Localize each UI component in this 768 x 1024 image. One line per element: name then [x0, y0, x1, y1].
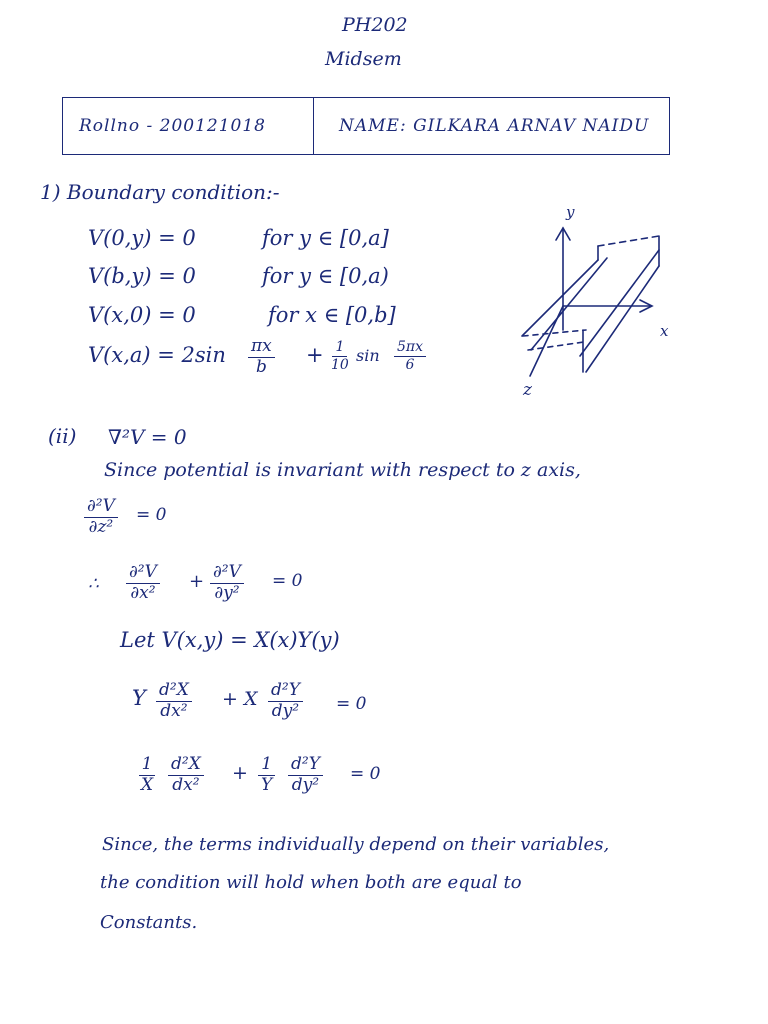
- eq4-d2x-den: dx²: [172, 774, 200, 795]
- condition-2-rhs: for y ∈ [0,a): [262, 264, 389, 288]
- d2v-dz2-den: ∂z²: [88, 516, 114, 537]
- condition-4-sin: sin: [356, 346, 380, 365]
- condition-4-lhs: V(x,a) = 2sin: [88, 343, 226, 367]
- laplace-sum-rhs: = 0: [272, 571, 303, 591]
- eq4-d2y-dy2: [288, 756, 323, 795]
- part-ii-label: (ii): [48, 424, 77, 448]
- d2v-dz2: [84, 498, 118, 537]
- condition-4-frac-num: πx: [248, 338, 275, 358]
- d2v-dy2-den: ∂y²: [214, 582, 240, 603]
- slab-right-rail-2: [586, 266, 659, 372]
- d2v-dy2: [210, 564, 244, 603]
- eq3-d2x-den: dx²: [160, 700, 188, 721]
- student-name: NAME: GILKARA ARNAV NAIDU: [339, 116, 650, 136]
- slab-front-top: [523, 330, 586, 336]
- d2v-dz2-num: ∂²V: [84, 498, 118, 518]
- condition-1-rhs: for y ∈ [0,a]: [262, 226, 389, 250]
- eq3-d2y-num: d²Y: [268, 682, 303, 702]
- d2v-dx2-num: ∂²V: [126, 564, 160, 584]
- eq3-y: Y: [132, 686, 146, 710]
- boundary-heading: 1) Boundary condition:-: [40, 180, 280, 204]
- d2v-dz2-rhs: = 0: [136, 505, 167, 525]
- therefore-symbol: ∴: [88, 574, 99, 594]
- eq4-d2x-dx2: [168, 756, 204, 795]
- conclusion-line-1: Since, the terms individually depend on their variables,: [102, 834, 610, 855]
- eq3-d2y-den: dy²: [271, 700, 300, 721]
- eq3-rhs: = 0: [336, 694, 367, 714]
- axis-y-label: y: [566, 203, 575, 221]
- eq4-rhs: = 0: [350, 764, 381, 784]
- condition-4-coef-den: 10: [331, 356, 349, 373]
- axis-x-label: x: [660, 322, 669, 340]
- conclusion-line-3: Constants.: [100, 912, 198, 933]
- eq3-d2x-dx2: [156, 682, 192, 721]
- eq4-plus: +: [232, 762, 248, 784]
- condition-4-coef-num: 1: [332, 340, 347, 357]
- condition-4-plus: +: [306, 343, 324, 367]
- condition-2-lhs: V(b,y) = 0: [88, 264, 196, 288]
- separation-ansatz: Let V(x,y) = X(x)Y(y): [120, 628, 340, 652]
- d2v-dx2-den: ∂x²: [130, 582, 156, 603]
- eq3-d2y-dy2: [268, 682, 303, 721]
- condition-3-rhs: for x ∈ [0,b]: [268, 303, 396, 327]
- conclusion-line-2: the condition will hold when both are equal to: [100, 872, 522, 893]
- eq4-coef-y: [258, 756, 275, 795]
- exam-title: Midsem: [325, 48, 402, 70]
- eq4-coef-x: [138, 756, 156, 795]
- eq4-coef-y-num: 1: [258, 756, 275, 776]
- slab-left-rail-1: [522, 260, 598, 336]
- condition-4-arg-den: 6: [405, 356, 415, 373]
- d2v-dy2-num: ∂²V: [210, 564, 244, 584]
- eq4-d2y-num: d²Y: [288, 756, 323, 776]
- roll-number: Rollno - 200121018: [79, 116, 266, 136]
- slab-top-edge: [598, 236, 659, 246]
- eq3-mid: + X: [222, 688, 258, 710]
- condition-3-lhs: V(x,0) = 0: [88, 303, 196, 327]
- eq4-coef-x-num: 1: [139, 756, 156, 776]
- eq4-d2y-den: dy²: [291, 774, 320, 795]
- laplace-plus: +: [189, 571, 205, 592]
- eq4-d2x-num: d²X: [168, 756, 204, 776]
- invariance-statement: Since potential is invariant with respect to z axis,: [104, 459, 581, 481]
- eq4-coef-y-den: Y: [261, 774, 273, 795]
- condition-1-lhs: V(0,y) = 0: [88, 226, 196, 250]
- laplace-equation: ∇²V = 0: [108, 425, 187, 449]
- d2v-dx2: [126, 564, 160, 603]
- condition-4-frac-den: b: [255, 356, 267, 377]
- axis-z-label: z: [523, 380, 532, 400]
- condition-4-arg-num: 5πx: [394, 340, 426, 357]
- course-code: PH202: [342, 14, 408, 36]
- eq4-coef-x-den: X: [141, 774, 154, 795]
- eq3-d2x-num: d²X: [156, 682, 192, 702]
